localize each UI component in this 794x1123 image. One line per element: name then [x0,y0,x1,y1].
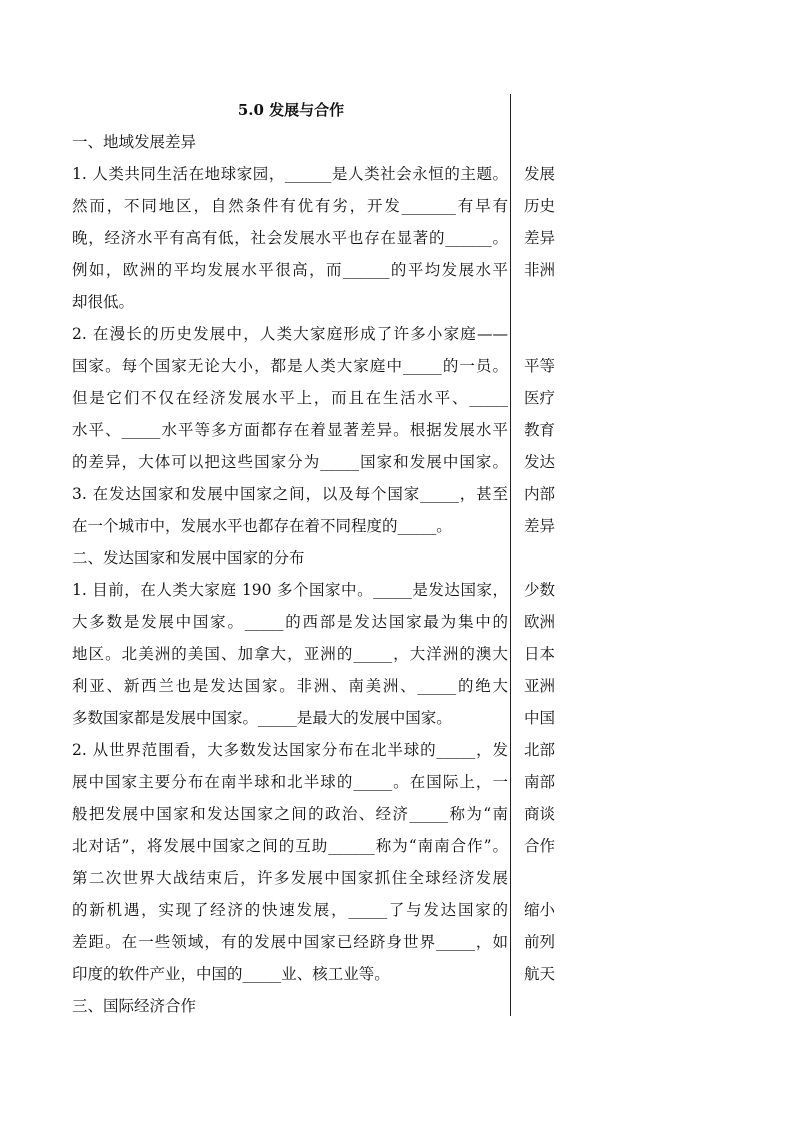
text-line: 2. 从世界范围看，大多数发达国家分布在北半球的_____，发 [72,741,508,759]
text-line: 差距。在一些领域，有的发展中国家已经跻身世界_____，如 [72,933,508,951]
answer-item: 历史 [524,197,556,215]
section-heading-2: 二、发达国家和发展中国家的分布 [72,549,305,567]
text-line: 例如，欧洲的平均发展水平很高，而______的平均发展水平 [72,261,508,279]
answer-item: 非洲 [524,261,556,279]
answer-item: 教育 [524,421,556,439]
answer-item: 内部 [524,485,556,503]
answer-item: 少数 [524,581,556,599]
answer-item: 发达 [524,453,556,471]
answer-item: 发展 [524,165,556,183]
text-line: 大多数是发展中国家。_____的西部是发达国家最为集中的 [72,613,508,631]
text-line: 北对话”，将发展中国家之间的互助______称为“南南合作”。 [72,837,508,855]
text-line: 在一个城市中，发展水平也都存在着不同程度的_____。 [72,517,452,535]
text-line: 水平、_____水平等多方面都存在着显著差异。根据发展水平 [72,421,508,439]
answer-item: 中国 [524,709,556,727]
text-line: 利亚、新西兰也是发达国家。非洲、南美洲、_____的绝大 [72,677,508,695]
answer-item: 商谈 [524,805,556,823]
text-line: 第二次世界大战结束后，许多发展中国家抓住全球经济发展 [72,869,508,887]
answer-item: 日本 [524,645,556,663]
text-line: 般把发展中国家和发达国家之间的政治、经济_____称为“南 [72,805,508,823]
text-line: 然而，不同地区，自然条件有优有劣，开发_______有早有 [72,197,508,215]
text-line: 3. 在发达国家和发展中国家之间，以及每个国家_____，甚至 [72,485,508,503]
text-line: 2. 在漫长的历史发展中，人类大家庭形成了许多小家庭—— [72,325,508,343]
answer-item: 北部 [524,741,556,759]
answer-item: 欧洲 [524,613,556,631]
answer-item: 医疗 [524,389,556,407]
section-heading-3: 三、国际经济合作 [72,997,197,1015]
answer-item: 平等 [524,357,556,375]
answer-item: 合作 [524,837,556,855]
text-line: 却很低。 [72,293,135,311]
answer-item: 缩小 [524,901,556,919]
text-line: 晚，经济水平有高有低，社会发展水平也存在显著的______。 [72,229,508,247]
answer-column-divider [510,94,511,1016]
text-line: 的新机遇，实现了经济的快速发展，_____了与发达国家的 [72,901,508,919]
answer-item: 差异 [524,517,556,535]
text-line: 1. 目前，在人类大家庭 190 多个国家中。_____是发达国家， [72,581,508,599]
answer-item: 亚洲 [524,677,556,695]
text-line: 的差异，大体可以把这些国家分为_____国家和发展中国家。 [72,453,508,471]
text-line: 但是它们不仅在经济发展水平上，而且在生活水平、_____ [72,389,508,407]
answer-item: 南部 [524,773,556,791]
text-line: 1. 人类共同生活在地球家园，______是人类社会永恒的主题。 [72,165,508,183]
text-line: 印度的软件产业，中国的_____业、核工业等。 [72,965,390,983]
text-line: 展中国家主要分布在南半球和北半球的_____。在国际上，一 [72,773,508,791]
answer-item: 航天 [524,965,556,983]
answer-item: 前列 [524,933,556,951]
text-line: 地区。北美洲的美国、加拿大，亚洲的_____，大洋洲的澳大 [72,645,508,663]
text-line: 国家。每个国家无论大小，都是人类大家庭中_____的一员。 [72,357,508,375]
answer-item: 差异 [524,229,556,247]
section-heading-1: 一、地域发展差异 [72,133,197,151]
page-title: 5.0 发展与合作 [237,101,345,119]
text-line: 多数国家都是发展中国家。_____是最大的发展中国家。 [72,709,452,727]
